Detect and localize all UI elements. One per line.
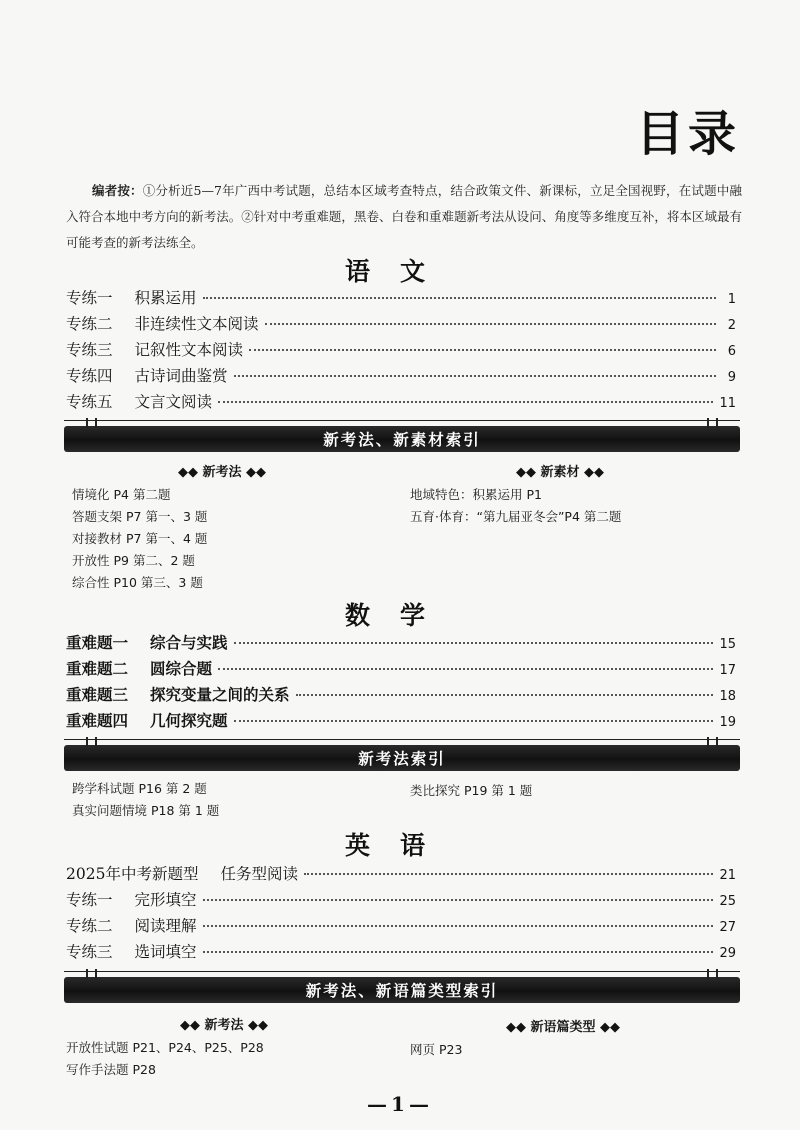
toc-row-english-4[interactable]: [66, 940, 736, 964]
toc-topic: 圆综合题: [150, 660, 213, 678]
banner-tick: [707, 969, 718, 979]
toc-label: 专练一: [66, 891, 113, 909]
leader-dots: [234, 720, 714, 722]
section-title-english: 英语: [344, 831, 455, 860]
banner-tick: [707, 418, 718, 428]
leader-dots: [249, 349, 716, 351]
leader-dots: [218, 401, 713, 403]
toc-label: 专练五: [66, 393, 113, 411]
banner-rail: [64, 739, 740, 746]
toc-row-math-3[interactable]: [66, 683, 736, 707]
toc-row-math-2[interactable]: [66, 657, 736, 681]
toc-row-english-1[interactable]: [66, 862, 736, 886]
page-number: —1—: [367, 1092, 433, 1116]
section-title-chinese: 语文: [344, 257, 455, 286]
index-banner-chinese: [64, 426, 740, 452]
index-item[interactable]: 类比探究 P19 第 1 题: [410, 783, 533, 798]
toc-page-number: 11: [719, 396, 736, 411]
toc-row-math-1[interactable]: [66, 631, 736, 655]
index-banner-title: 新考法、新语篇类型索引: [305, 982, 499, 1000]
toc-topic: 选词填空: [134, 943, 197, 961]
toc-topic: 积累运用: [134, 289, 197, 307]
toc-topic: 文言文阅读: [134, 393, 213, 411]
toc-row-chinese-4[interactable]: [66, 364, 736, 388]
banner-tick: [86, 969, 97, 979]
banner-tick: [86, 737, 97, 747]
toc-row-english-3[interactable]: [66, 914, 736, 938]
toc-row-chinese-1[interactable]: [66, 286, 736, 310]
toc-page-number: 1: [727, 292, 736, 307]
index-item[interactable]: 网页 P23: [410, 1042, 463, 1057]
toc-topic: 完形填空: [134, 891, 197, 909]
leader-dots: [234, 375, 716, 377]
toc-topic: 综合与实践: [150, 634, 228, 652]
banner-tick: [707, 737, 718, 747]
toc-page-number: 17: [719, 663, 736, 678]
index-item[interactable]: 对接教材 P7 第一、4 题: [72, 531, 208, 546]
index-item[interactable]: 综合性 P10 第三、3 题: [72, 575, 203, 590]
editor-note: [66, 178, 742, 256]
leader-dots: [203, 297, 716, 299]
toc-topic: 非连续性文本阅读: [134, 315, 259, 333]
toc-page-number: 2: [727, 318, 736, 333]
banner-rail: [64, 971, 740, 978]
page-title: 目录: [635, 106, 740, 162]
toc-page-number: 21: [719, 868, 736, 883]
leader-dots: [296, 694, 714, 696]
banner-rail: [64, 420, 740, 427]
index-banner-title: 新考法索引: [358, 750, 446, 768]
toc-label: 专练三: [66, 341, 113, 359]
index-item[interactable]: 情境化 P4 第二题: [72, 487, 171, 502]
toc-label: 专练一: [66, 289, 113, 307]
toc-label: 专练三: [66, 943, 113, 961]
section-title-math: 数学: [344, 601, 455, 630]
leader-dots: [218, 668, 713, 670]
toc-page-number: 6: [727, 344, 736, 359]
toc-page-number: 15: [719, 637, 736, 652]
toc-page-number: 29: [719, 946, 736, 961]
toc-row-english-2[interactable]: [66, 888, 736, 912]
index-heading-new-text-type: ◆◆ 新语篇类型 ◆◆: [506, 1020, 621, 1035]
index-banner-english: [64, 977, 740, 1003]
toc-topic: 探究变量之间的关系: [150, 686, 290, 704]
toc-label: 重难题一: [66, 634, 129, 652]
index-heading-new-method: ◆◆ 新考法 ◆◆: [178, 465, 267, 480]
toc-label: 重难题二: [66, 660, 129, 678]
index-banner-math: [64, 745, 740, 771]
toc-page-number: 25: [719, 894, 736, 909]
toc-page-number: 9: [727, 370, 736, 385]
editor-note-lead: 编者按：: [92, 183, 143, 198]
toc-label: 重难题三: [66, 686, 129, 704]
leader-dots: [203, 899, 714, 901]
toc-label: 专练二: [66, 917, 113, 935]
index-item[interactable]: 跨学科试题 P16 第 2 题: [72, 781, 207, 796]
leader-dots: [265, 323, 716, 325]
toc-label: 重难题四: [66, 712, 129, 730]
toc-row-chinese-3[interactable]: [66, 338, 736, 362]
toc-label: 2025年中考新题型: [66, 865, 199, 883]
editor-note-text: ①分析近5—7年广西中考试题，总结本区域考查特点，结合政策文件、新课标，立足全国视野，在试题中融入符合本地中考方向的新考法。②针对中考重难题，黑卷、白卷和重难题新考法从设问、角度等多维度互补，将本区域最有可能考查的新考法练全。: [66, 183, 742, 250]
index-banner-title: 新考法、新素材索引: [323, 431, 481, 449]
leader-dots: [203, 925, 714, 927]
toc-page-number: 27: [719, 920, 736, 935]
toc-label: 专练二: [66, 315, 113, 333]
toc-page-number: 19: [719, 715, 736, 730]
toc-topic: 古诗词曲鉴赏: [134, 367, 228, 385]
toc-topic: 任务型阅读: [220, 865, 298, 883]
index-heading-new-method: ◆◆ 新考法 ◆◆: [180, 1018, 269, 1033]
index-item[interactable]: 开放性 P9 第二、2 题: [72, 553, 195, 568]
index-item[interactable]: 地域特色：积累运用 P1: [410, 487, 542, 502]
toc-page-number: 18: [719, 689, 736, 704]
index-item[interactable]: 真实问题情境 P18 第 1 题: [72, 803, 220, 818]
toc-topic: 记叙性文本阅读: [134, 341, 244, 359]
leader-dots: [203, 951, 714, 953]
leader-dots: [234, 642, 714, 644]
index-item[interactable]: 写作手法题 P28: [66, 1062, 156, 1077]
leader-dots: [304, 873, 713, 875]
toc-label: 专练四: [66, 367, 113, 385]
index-item[interactable]: 答题支架 P7 第一、3 题: [72, 509, 208, 524]
index-heading-new-material: ◆◆ 新素材 ◆◆: [516, 465, 605, 480]
toc-row-chinese-2[interactable]: [66, 312, 736, 336]
banner-tick: [86, 418, 97, 428]
index-item[interactable]: 开放性试题 P21、P24、P25、P28: [66, 1040, 264, 1055]
index-item[interactable]: 五育·体育：“第九届亚冬会”P4 第二题: [410, 509, 622, 524]
toc-row-math-4[interactable]: [66, 709, 736, 733]
toc-topic: 阅读理解: [134, 917, 197, 935]
toc-topic: 几何探究题: [150, 712, 228, 730]
toc-row-chinese-5[interactable]: [66, 390, 736, 414]
